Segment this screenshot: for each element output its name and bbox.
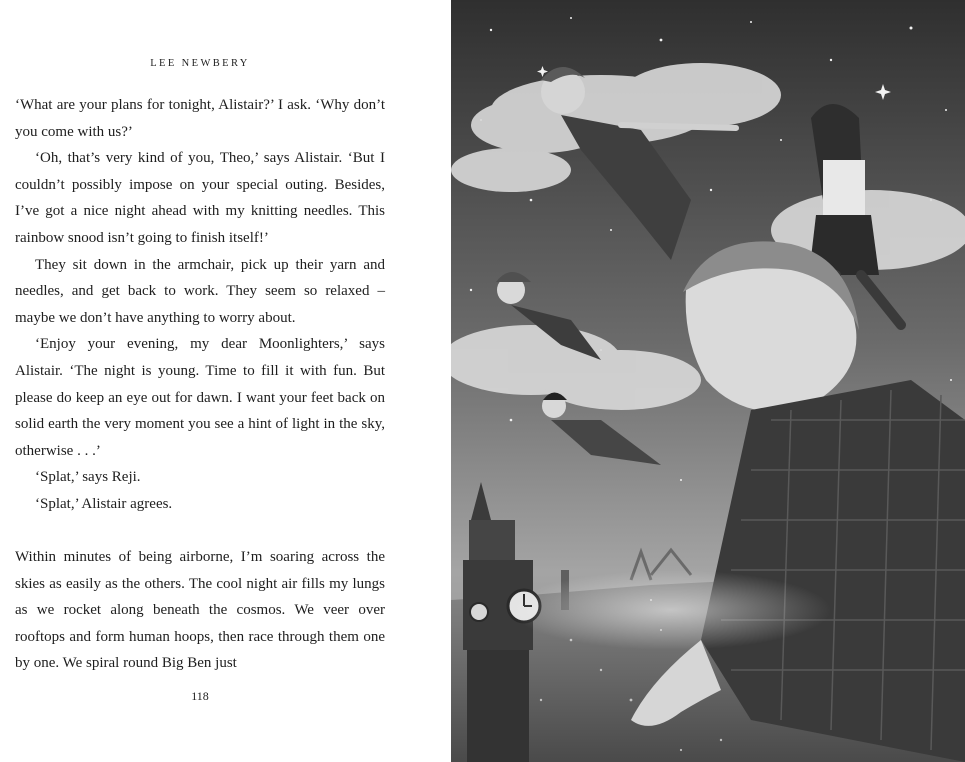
paragraph: They sit down in the armchair, pick up their yarn and needles, and get back to work. They seem so relaxed – maybe we don’t have anything to worry about. — [15, 256, 385, 326]
text-page — [0, 0, 450, 762]
paragraph: ‘Oh, that’s very kind of you, Theo,’ says Alistair. ‘But I couldn’t possibly impose on your special outing. Besides, I’ve got a nice night ahead with my knitting needles. This rainbow snood isn’t going to finish itself!’ — [15, 150, 385, 246]
city-glow — [511, 570, 831, 650]
night-flight-illustration — [451, 0, 965, 762]
paragraph-section-start: Within minutes of being airborne, I’m soaring across the skies as easily as the others. The cool night air fills my lungs as we rocket along beneath the cosmos. We veer over rooftops and form human hoops, then race through them one by one. We spiral round Big Ben just — [15, 549, 385, 672]
paragraph: ‘Enjoy your evening, my dear Moonlighters,’ says Alistair. ‘The night is young. Time to fill it with fun. But please do keep an eye out for dawn. I want your feet back on solid earth the very moment you see a hint of light in the sky, otherwise . . .’ — [15, 336, 385, 459]
body-text — [15, 92, 385, 677]
page-number: 118 — [191, 689, 209, 703]
running-head: LEE NEWBERY — [150, 58, 250, 69]
paragraph: ‘Splat,’ Alistair agrees. — [35, 495, 173, 512]
paragraph: ‘What are your plans for tonight, Alistair?’ I ask. ‘Why don’t you come with us?’ — [15, 97, 385, 140]
illustration-page — [451, 0, 965, 762]
paragraph: ‘Splat,’ says Reji. — [35, 469, 141, 486]
